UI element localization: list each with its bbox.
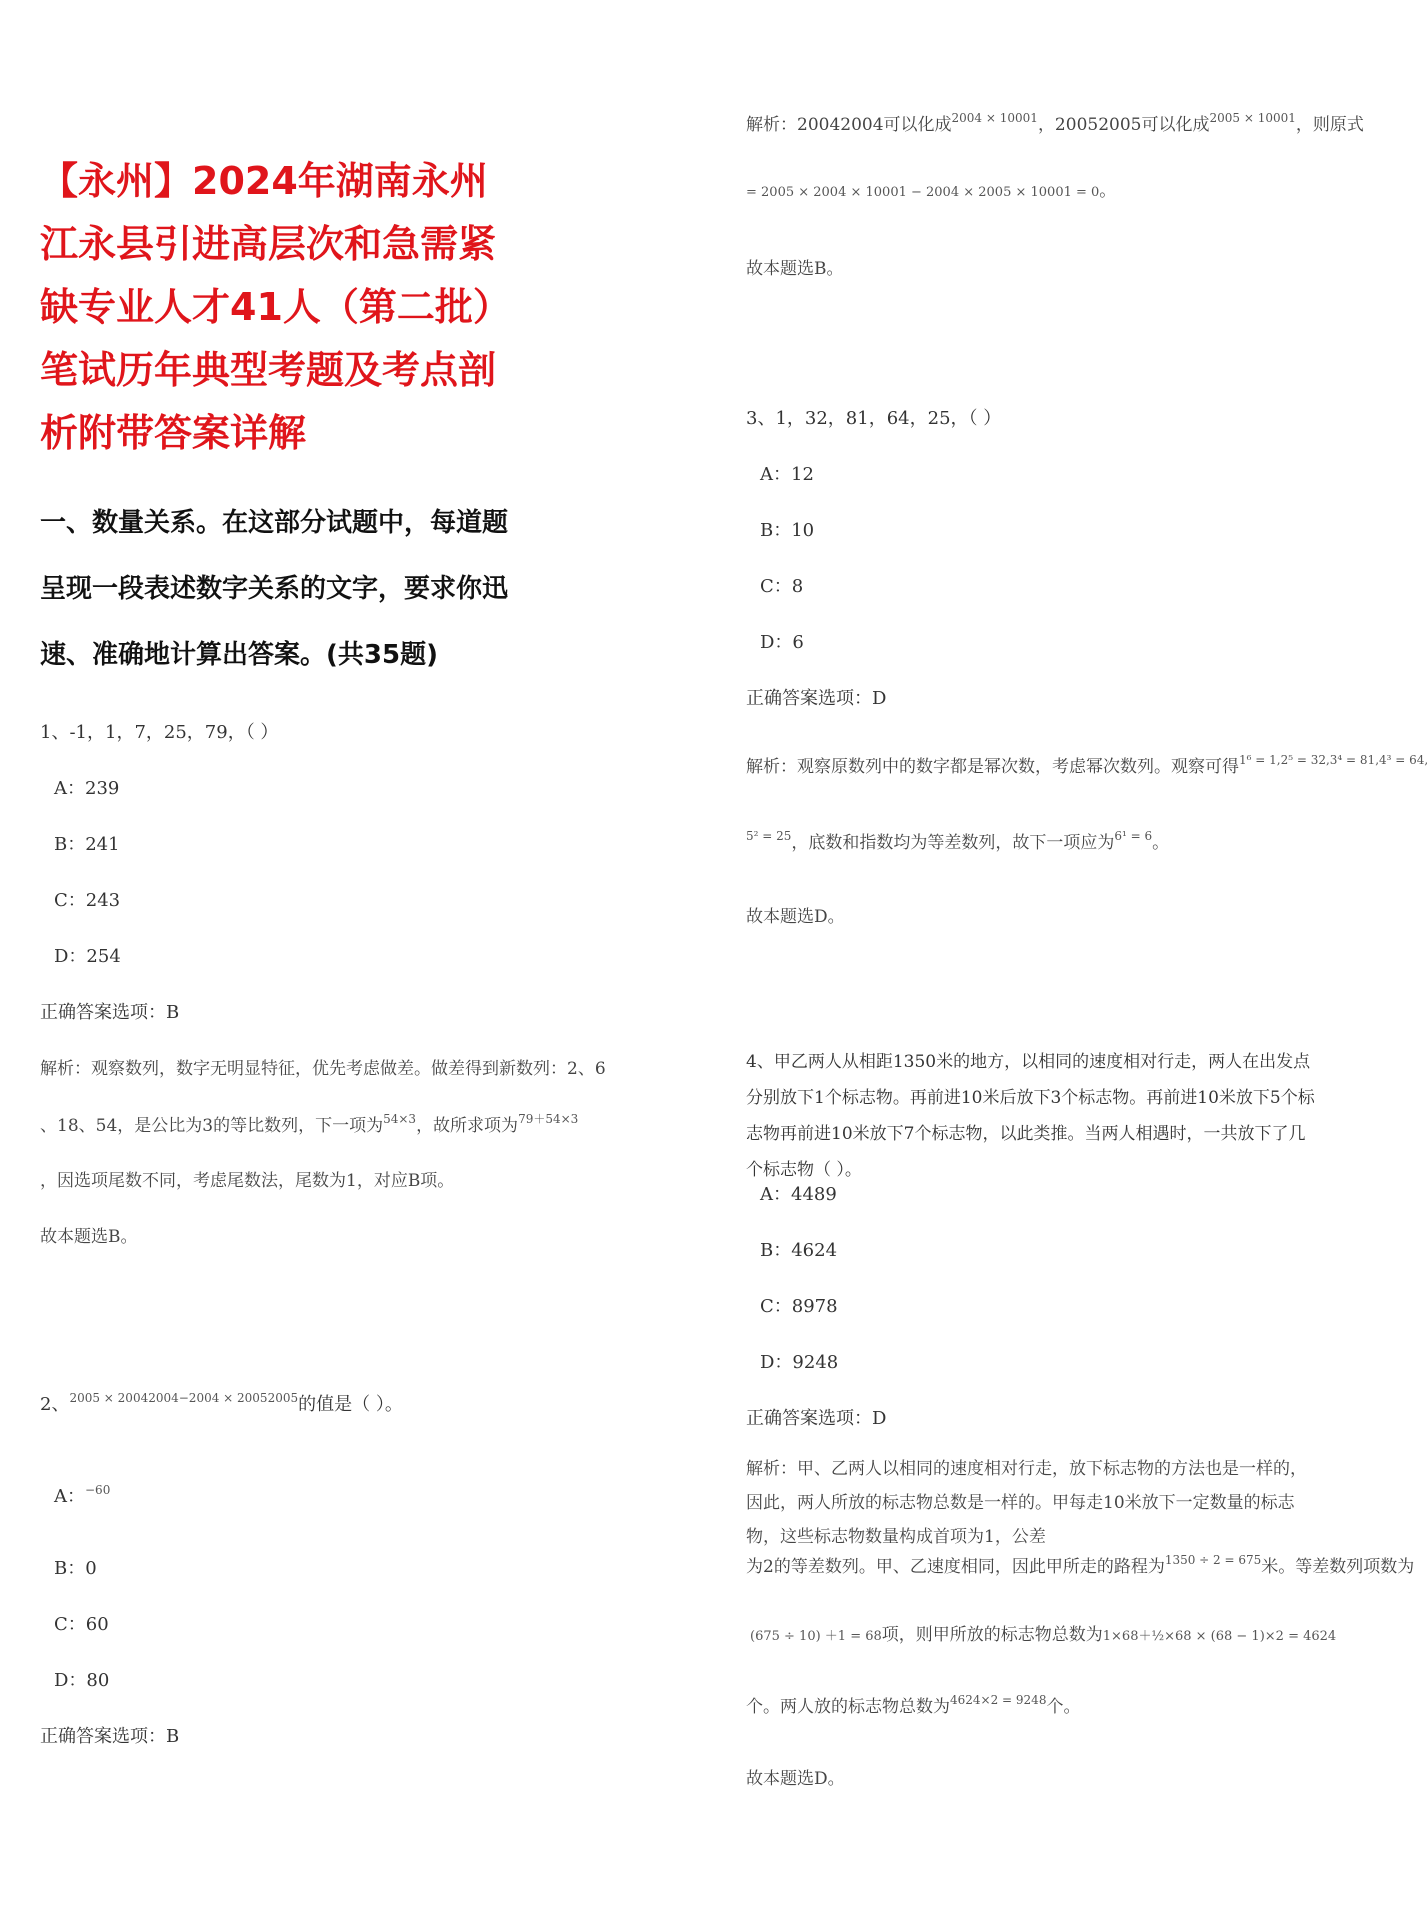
question-1-option-c: C：243 [54,890,121,911]
question-3-option-c: C：8 [760,576,804,597]
question-3-conclusion: 故本题选D。 [746,907,845,927]
question-2-explanation-line-1 [746,110,1364,135]
question-1-explanation-line-3: ，因选项尾数不同，考虑尾数法，尾数为1，对应B项。 [40,1171,455,1191]
q4-exp2-text-a: 为2的等差数列。甲、乙速度相同，因此甲所走的路程为 [746,1557,1165,1577]
q4-formula-4: 4624×2 = 9248 [950,1693,1047,1707]
question-1-option-a: A：239 [54,778,120,799]
question-4-option-b: B：4624 [760,1240,838,1261]
question-2-explanation-line-2 [746,176,1116,201]
q4-exp2-text-b: 米。等差数列项数为 [1261,1557,1415,1577]
q2-stem-prefix: 2、 [40,1394,70,1415]
question-2-stem [40,1390,403,1416]
q2-exp1-text-c: ，则原式 [1295,115,1364,135]
question-1-explanation-line-2 [40,1110,578,1136]
q2-stem-formula: 2005 × 20042004−2004 × 20052005 [69,1391,299,1405]
q3-formula-2: 5² = 25 [746,829,792,843]
question-2-answer: 正确答案选项：B [40,1726,180,1747]
q2-formula-1: 2004 × 10001 [951,111,1038,125]
question-4-stem: 4、甲乙两人从相距1350米的地方，以相同的速度相对行走，两人在出发点分别放下1个标志物。再前进10米后放下3个标志物。再前进10米放下5个标志物再前进10米放下7个标志物，以此类推。当两人相遇时，一共放下了几个标志物（ ）。 [746,1052,1315,1180]
question-2-option-c: C：60 [54,1614,109,1635]
question-3-explanation-line-2 [746,828,1169,853]
question-4-answer: 正确答案选项：D [746,1408,887,1429]
q2-exp1-text-b: ，20052005可以化成 [1037,115,1210,135]
q4-exp4-text-b: 个。 [1046,1697,1081,1717]
q3-exp2-text-b: 。 [1152,833,1170,853]
question-4-explanation-line-2 [746,1552,1414,1577]
q3-formula-1: 1⁶ = 1,2⁵ = 32,3⁴ = 81,4³ = 64, [1239,753,1428,767]
q3-exp2-text-a: ，底数和指数均为等差数列，故下一项应为 [791,833,1115,853]
q4-formula-2: (675 ÷ 10) ＋1 = 68 [750,1629,882,1644]
q2-exp1-text-a: 解析：20042004可以化成 [746,115,952,135]
q4-exp4-text-a: 个。两人放的标志物总数为 [746,1697,950,1717]
q3-exp1-text-a: 解析：观察原数列中的数字都是幂次数，考虑幂次数列。观察可得 [746,757,1239,777]
document-title: 【永州】2024年湖南永州江永县引进高层次和急需紧缺专业人才41人（第二批）笔试历年典型考题及考点剖析附带答案详解 [40,159,511,455]
question-4-conclusion: 故本题选D。 [746,1769,845,1789]
q4-formula-3: 1×68＋½×68 × (68 − 1)×2 = 4624 [1102,1629,1337,1644]
q3-formula-3: 6¹ = 6 [1114,829,1153,843]
question-4-option-c: C：8978 [760,1296,838,1317]
question-4-option-a: A：4489 [760,1184,837,1205]
question-4-option-d: D：9248 [760,1352,839,1373]
q2-formula-2: 2005 × 10001 [1209,111,1296,125]
section-heading: 一、数量关系。在这部分试题中，每道题呈现一段表述数字关系的文字，要求你迅速、准确地计算出答案。(共35题) [40,508,509,670]
question-3-option-a: A：12 [760,464,814,485]
q2-exp2-text-b: 。 [1099,181,1117,201]
question-3-explanation-line-1 [746,752,1428,777]
q2-formula-3: = 2005 × 2004 × 10001 − 2004 × 2005 × 10001 = 0 [746,185,1100,200]
question-4-explanation-line-3 [750,1620,1336,1645]
question-4-explanation-line-4 [746,1692,1080,1717]
question-1-option-d: D：254 [54,946,121,967]
q1-exp2-text-b: ，故所求项为 [416,1116,519,1136]
question-1-stem: 1、-1，1，7，25，79，（ ） [40,722,279,743]
question-3-option-d: D：6 [760,632,804,653]
q2-option-a-formula: −60 [85,1483,111,1497]
question-1-conclusion: 故本题选B。 [40,1227,138,1247]
q4-exp3-text-a: 项，则甲所放的标志物总数为 [881,1625,1103,1645]
q2-stem-suffix: 的值是（ ）。 [298,1394,403,1415]
question-3-option-b: B：10 [760,520,815,541]
question-2-conclusion: 故本题选B。 [746,259,844,279]
q2-option-a-label: A： [54,1486,85,1507]
question-3-stem: 3、1，32，81，64，25，（ ） [746,408,1002,429]
question-2-option-b: B：0 [54,1558,97,1579]
question-4-explanation-line-1: 解析：甲、乙两人以相同的速度相对行走，放下标志物的方法也是一样的，因此，两人所放的标志物总数是一样的。甲每走10米放下一定数量的标志物，这些标志物数量构成首项为1，公差 [746,1459,1307,1547]
question-1-explanation-line-1: 解析：观察数列，数字无明显特征，优先考虑做差。做差得到新数列：2、6 [40,1059,606,1079]
question-2-option-a [54,1482,110,1508]
question-3-answer: 正确答案选项：D [746,688,887,709]
question-1-answer: 正确答案选项：B [40,1002,180,1023]
question-1-option-b: B：241 [54,834,120,855]
q1-formula-2: 79＋54×3 [518,1112,579,1126]
question-2-option-d: D：80 [54,1670,110,1691]
q1-formula-1: 54×3 [383,1112,417,1126]
q4-formula-1: 1350 ÷ 2 = 675 [1164,1553,1262,1567]
q1-exp2-text-a: 、18、54，是公比为3的等比数列，下一项为 [40,1116,384,1136]
